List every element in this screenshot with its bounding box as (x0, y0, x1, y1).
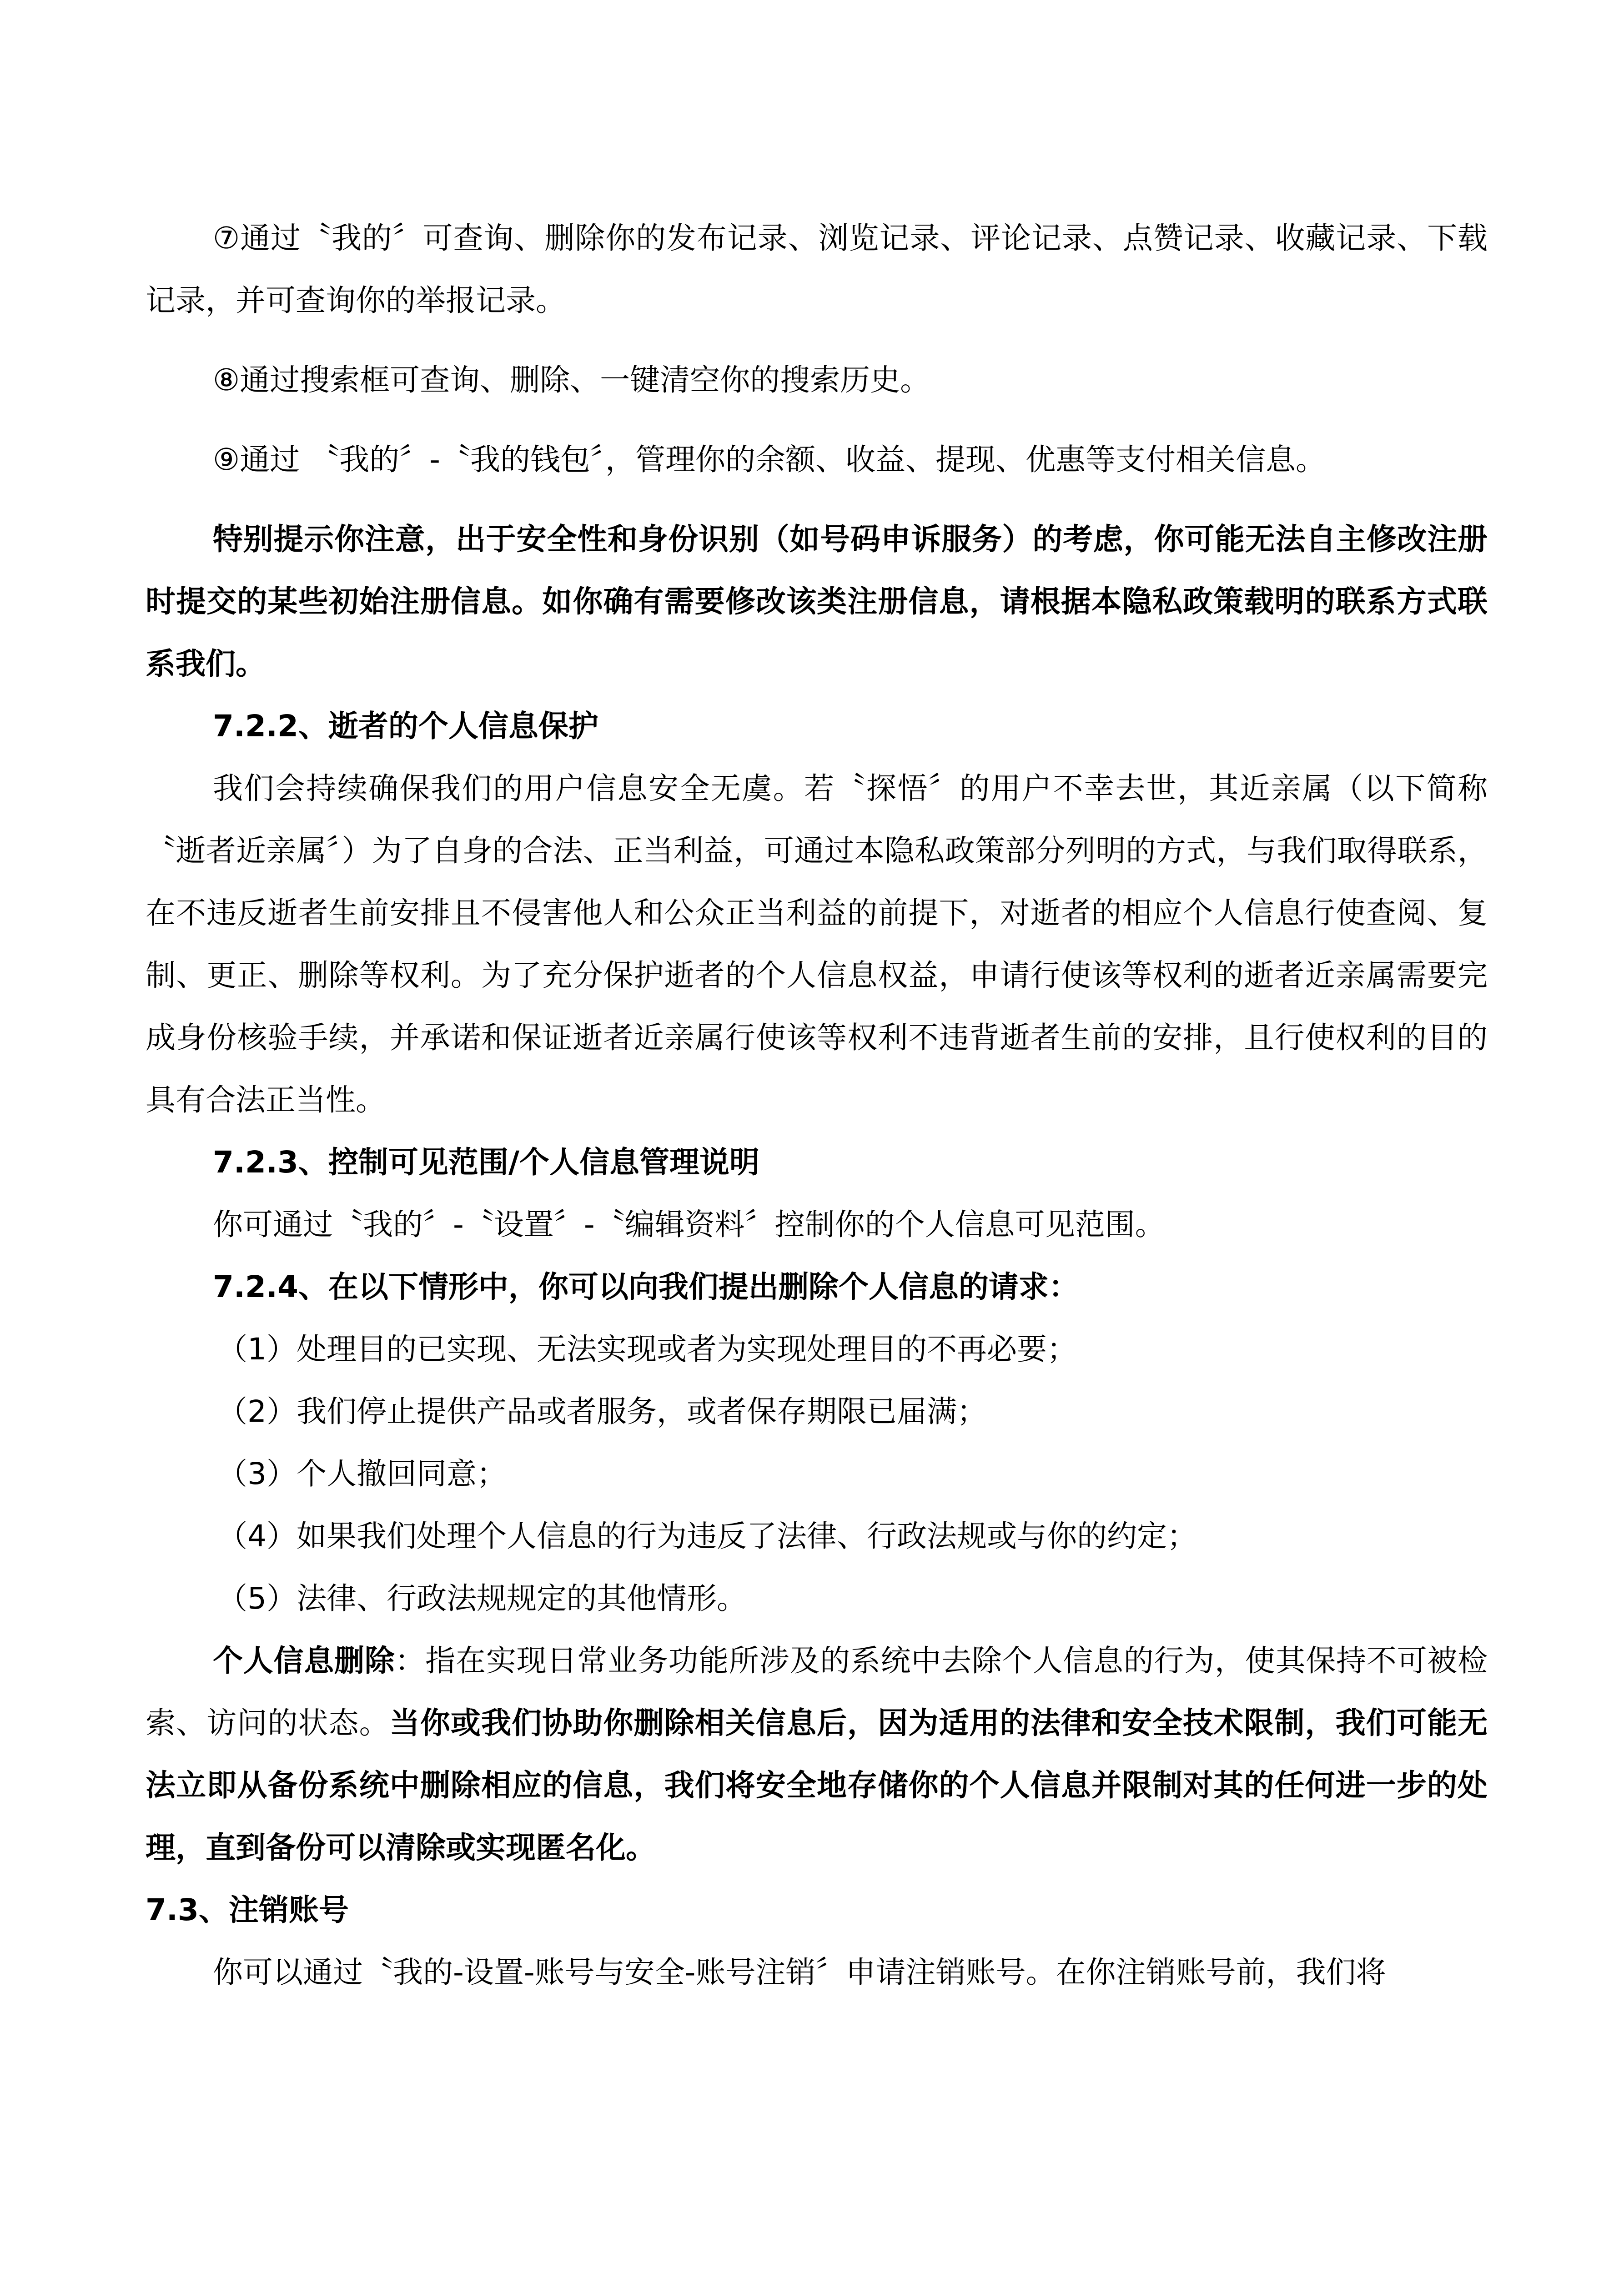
heading-7-3: 7.3、注销账号 (146, 1892, 349, 1927)
paragraph-deceased-protection: 我们会持续确保我们的用户信息安全无虞。若〝探悟〞的用户不幸去世，其近亲属（以下简称〝逝者近亲属〞）为了自身的合法、正当利益，可通过本隐私政策部分列明的方式，与我们取得联系，在不违反逝者生前安排且不侵害他人和公众正当利益的前提下，对逝者的相应个人信息行使查阅、复制、更正、删除等权利。为了充分保护逝者的个人信息权益，申请行使该等权利的逝者近亲属需要完成身份核验手续，并承诺和保证逝者近亲属行使该等权利不违背逝者生前的安排，且行使权利的目的具有合法正当性。 (146, 771, 1488, 1117)
paragraph-special-notice: 特别提示你注意，出于安全性和身份识别（如号码申诉服务）的考虑，你可能无法自主修改注册时提交的某些初始注册信息。如你确有需要修改该类注册信息，请根据本隐私政策载明的联系方式联系我们。 (146, 522, 1488, 681)
paragraph-wallet: ⑨通过 〝我的〞-〝我的钱包〞，管理你的余额、收益、提现、优惠等支付相关信息。 (213, 442, 1326, 477)
deletion-text: ：指在实现日常业务功能所涉及的系统中去除个人信息的行为，使其保持不可被检索、访问的状态。 (146, 1643, 1488, 1741)
heading-7-2-2: 7.2.2、逝者的个人信息保护 (213, 709, 598, 744)
list-item: （2）我们停止提供产品或者服务，或者保存期限已届满； (217, 1394, 987, 1429)
paragraph-visibility: 你可通过〝我的〞-〝设置〞-〝编辑资料〞控制你的个人信息可见范围。 (213, 1207, 1165, 1242)
heading-7-2-3: 7.2.3、控制可见范围/个人信息管理说明 (213, 1145, 760, 1180)
deletion-label: 个人信息删除 (213, 1643, 395, 1678)
deletion-bold-text: 当你或我们协助你删除相关信息后，因为适用的法律和安全技术限制，我们可能无法立即从备份系统中删除相应的信息，我们将安全地存储你的个人信息并限制对其的任何进一步的处理，直到备份可以清除或实现匿名化。 (146, 1706, 1488, 1865)
paragraph-search-history: ⑧通过搜索框可查询、删除、一键清空你的搜索历史。 (213, 362, 930, 397)
list-item: （1）处理目的已实现、无法实现或者为实现处理目的不再必要； (217, 1332, 1077, 1367)
list-item: （3）个人撤回同意； (217, 1456, 507, 1491)
list-item: （5）法律、行政法规规定的其他情形。 (217, 1581, 747, 1616)
paragraph-deletion-definition (146, 1630, 1488, 1879)
paragraph-account-cancel: 你可以通过〝我的-设置-账号与安全-账号注销〞申请注销账号。在你注销账号前，我们将 (213, 1955, 1386, 1990)
heading-7-2-4: 7.2.4、在以下情形中，你可以向我们提出删除个人信息的请求： (213, 1269, 1079, 1304)
paragraph-my-records: ⑦通过〝我的〞可查询、删除你的发布记录、浏览记录、评论记录、点赞记录、收藏记录、下载记录，并可查询你的举报记录。 (146, 221, 1488, 318)
list-item: （4）如果我们处理个人信息的行为违反了法律、行政法规或与你的约定； (217, 1519, 1197, 1554)
